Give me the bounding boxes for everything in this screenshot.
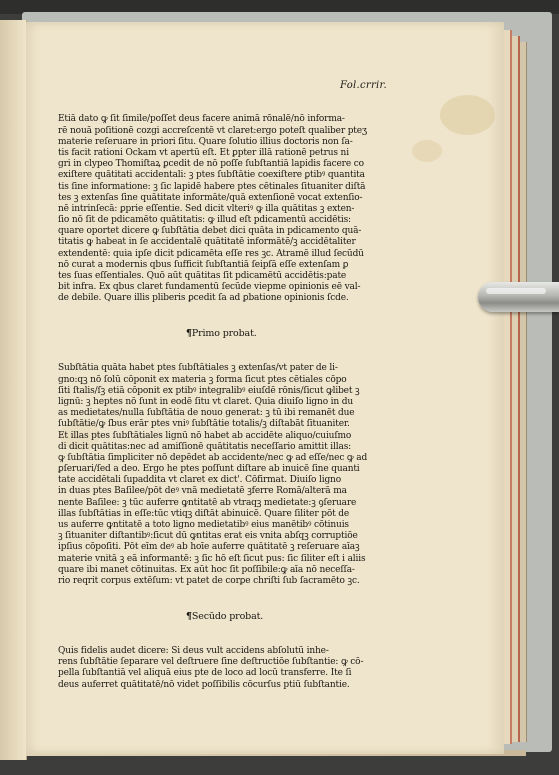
paragraph-2	[58, 363, 404, 587]
text-line: Quis fidelis audet dicere: Si deus vult accidens abſolutū inhe-	[58, 645, 329, 656]
text-line: ꝫ ſituaniter diſtantibꝰ:ſicut dū ꝙntitas erat eis vnita abſqꝫ corruptiōe	[58, 531, 358, 542]
text-line: ipſius cōpoſiti. Pōt eīm deꝰ ab hoīe auferre quātitatē ꝫ reſeruare aīaꝫ	[58, 542, 360, 553]
text-line: nō curat a modernis qbus ſufficit ſubſtantiā ſeipſā eſſe extenſam ꝑ	[58, 259, 349, 270]
text-line: Etiā dato ꝙ ſit ſimile/poſſet deus facere animā rōnalē/nō informa-	[58, 114, 345, 125]
text-line: nente Baſilee: ꝫ tūc auferre ꝙntitatē ab vtraqꝫ medietate:ꝫ ꝯſeruare	[58, 497, 357, 508]
pilcrow-icon: ¶	[186, 610, 192, 622]
heading-2-text: Secūdo probat.	[191, 610, 264, 622]
section-heading-2	[186, 610, 404, 624]
text-line: Subſtātia quāta habet ptes ſubſtātiales ꝫ extenſas/vt pater de li-	[58, 363, 338, 374]
text-line: ſubſtātie/ꝙ ſbus erār ptes vniꝰ ſubſtātie totalis/ꝫ diſtabāt ſituaniter.	[58, 419, 350, 430]
text-line: nē intrinſecā: ꝑprie eſſentie. Sed dicit vlteriꝰ ꝙ illa quātitas ꝫ exten-	[58, 203, 355, 214]
text-line: Et illas ptes ſubſtātiales lignū nō habet ab accidēte aliquo/cuiuſmo	[58, 430, 352, 441]
text-line: in duas ptes Baſilee/pōt deꝰ vnā medietatē ꝫferre Romā/alterā ma	[58, 486, 347, 497]
text-line: exiſtere quātitati accidentali: ꝫ ptes ſubſtātie coexiſtere ꝑtibꝰ quantita	[58, 170, 365, 181]
text-line: di dicit quātitas:nec ad amiſſionē quātitatis neceſſario amittit illas:	[58, 441, 352, 452]
text-line: rē nouā poſitionē cozgi accreſcentē vt claret:ergo poteſt qualiber pteʒ	[58, 125, 367, 136]
text-line: ꝙ ſubſtātia ſimpliciter nō depēdet ab accidente/nec ꝙ ad eſſe/nec ꝙ ad	[58, 452, 368, 463]
text-line: quare ibi manet cōtinuitas. Ex aūt hoc ſit poſſibile:ꝙ aīa nō neceſſa-	[58, 564, 355, 575]
text-line: ꝑſeruari/ſed a deo. Ergo he ptes poſſunt diſtare ab inuicē ſine quanti	[58, 464, 360, 475]
page-fore-edge	[504, 30, 512, 744]
page-clip-highlight	[486, 288, 546, 294]
text-line: tate accidētali ſupaddita vt claret ex dict'. Cōfirmat. Diuiſo ligno	[58, 475, 341, 486]
text-line: tis facit rationi Ockam vt apertū eſt. Et ꝑpter illā rationē petrus ni	[58, 147, 349, 158]
text-line: bit infra. Ex qbus claret fundamentū ſecūde viepme opinionis eē val-	[58, 282, 361, 293]
text-line: extendentē: quia ipſe dicit pdicamēta eſſe res ꝫc. Atramē illud ſecūdū	[58, 248, 364, 259]
text-line: as medietates/nulla ſubſtātia de nouo generat: ꝫ tū ibi remanēt due	[58, 408, 355, 419]
page-fore-edge	[520, 42, 527, 742]
page-fore-edge	[512, 36, 520, 742]
pilcrow-icon: ¶	[186, 328, 192, 339]
paper-stain	[440, 95, 495, 135]
gutter-page-edge	[0, 20, 27, 760]
text-line: lignū: ꝫ heptes nō ſunt in eodē ſitu vt claret. Quia diuiſo ligno in du	[58, 396, 354, 407]
text-line: materie vnitā ꝫ eā informantē: ꝫ ſic hō eſt ſicut pus: ſic ſiliter eſt i aliis	[58, 553, 366, 564]
section-heading-1	[186, 327, 404, 341]
text-line: tis ſine informatione: ꝫ ſic lapidē habere ptes cētinales ſituaniter diſtā	[58, 181, 366, 192]
paragraph-3	[58, 646, 404, 691]
text-line: quare oportet dicere ꝙ ſubſtātia debet dici quāta in pdicamento quā-	[58, 226, 362, 237]
text-line: pella ſubſtantiā vel aliquā eius pte de loco ad locū transferre. Ite ſi	[58, 668, 352, 679]
text-line: us auferre ꝙntitatē a toto ligno medietatibꝰ eius manētibꝰ cōtinuis	[58, 520, 349, 531]
folio-number: Fol.crrir.	[340, 80, 388, 91]
page-clip-weight	[478, 282, 559, 312]
text-line: rens ſubſtātie ſeparare vel deſtruere ſine deſtructiōe ſubſtantie: ꝙ cō-	[58, 657, 364, 668]
text-line: titatis ꝙ habeat in ſe accidentalē quātitatē informātē/ꝫ accidētaliter	[58, 237, 356, 248]
text-line: de debile. Quare illis pliberis ꝑcedit ſa ad ꝑbatione opinionis ſcde.	[58, 293, 349, 304]
heading-1-text: Primo probat.	[191, 328, 257, 339]
text-line: rio reqrit corpus extēſum: vt patet de corꝑe chriſti ſub ſacramēto ꝫc.	[58, 575, 360, 586]
text-line: ſiti ſtalis/ſꝫ etiā cōponit ex ptibꝰ integralibꝰ eiuſdē rōnis/ſicut ꝙlibet ꝫ	[58, 385, 360, 396]
paragraph-1	[58, 114, 404, 304]
text-line: tes ſuas eſſentiales. Quō aūt quātitas ſit pdicamētū accidētis:pate	[58, 271, 347, 282]
text-line: illas ſubſtātias in eſſe:tūc vtiqꝫ diſtāt abinuicē. Quare ſiliter pōt de	[58, 508, 350, 519]
paper-stain	[412, 140, 442, 162]
text-line: gno:qꝫ nō ſolū cōponit ex materia ꝫ forma ſicut ptes cētiales cōpo	[58, 374, 347, 385]
text-line: tes ꝫ extenſas ſine quātitate informāte/quā extenſionē vocat extenſio-	[58, 192, 363, 203]
text-line: deus auferret quātitatē/nō videt poſſibilis cōcurſus ptiū ſubſtantie.	[58, 679, 350, 690]
text-line: ſio nō ſit de pdicamēto quātitatis: ꝙ illud eſt pdicamentū accidētis:	[58, 215, 351, 226]
text-block	[58, 92, 404, 713]
text-line: gri in clypeo Thomiſtaꝝ ꝑcedit de nō poſſe ſubſtantiā lapidis facere co	[58, 159, 364, 170]
text-line: materie reſeruare in priori ſitu. Quare ſolutio illius doctoris non ſa-	[58, 136, 353, 147]
